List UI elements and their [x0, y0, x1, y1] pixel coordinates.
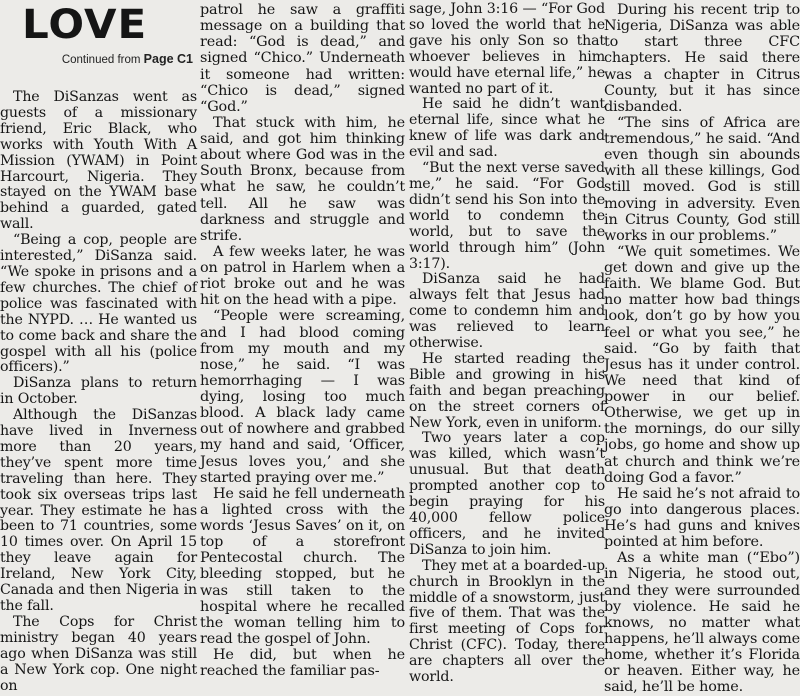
paragraph: The Cops for Christ ministry began 40 years ago when DiSanza was still a New York cop. One night on — [0, 613, 197, 694]
paragraph: A few weeks later, he was on patrol in Harlem when a riot broke out and he was hit on the head with a pipe. — [200, 243, 405, 309]
continued-prefix: Continued from — [61, 54, 141, 66]
paragraph: sage, John 3:16 — “For God so loved the world that he gave his only Son so that whoever believes in him would have eternal life,” he wanted no part of it. — [409, 1, 605, 97]
column-2 — [200, 0, 405, 696]
paragraph: The DiSanzas went as guests of a missionary friend, Eric Black, who works with Youth With A Mission (YWAM) in Point Harcourt, Nigeria. They stayed on the YWAM base behind a guarded, gated wall. — [0, 89, 197, 233]
paragraph: “The sins of Africa are tremendous,” he said. “And even though sin abounds with all these killings, God still moved. God is still moving in adversity. Even in Citrus County, God still works in our problems.” — [604, 114, 800, 244]
paragraph: DiSanza plans to return in October. — [0, 375, 197, 408]
paragraph: He started reading the Bible and growing in his faith and began preaching on the street corners of New York, even in uniform. — [409, 350, 605, 431]
headline: LOVE — [22, 2, 148, 48]
paragraph: He said he fell underneath a lighted cross with the words ‘Jesus Saves’ on it, on top of a storefront Pentecostal church. The bleeding stopped, but he was still taken to the hospital where he recalled the woman telling him to read the gospel of John. — [200, 485, 405, 647]
paragraph: DiSanza said he had always felt that Jesus had come to condemn him and was relieved to learn otherwise. — [409, 271, 605, 352]
paragraph: He said he didn’t want eternal life, since what he knew of life was dark and evil and sad. — [409, 96, 605, 161]
paragraph: Although the DiSanzas have lived in Inverness more than 20 years, they’ve spent more time traveling than here. They took six overseas trips last year. They estimate he has been to 71 countries, some 10 times over. On April 15 they leave again for Ireland, New York City, Canada and then Nigeria in the fall. — [0, 407, 197, 614]
paragraph: As a white man (“Ebo”) in Nigeria, he stood out, and they were surrounded by violence. He said he knows, no matter what happens, he’ll always come home, whether it’s Florida or heaven. Either way, he said, he’ll be home. — [604, 550, 800, 696]
column-1 — [0, 0, 197, 696]
paragraph: “But the next verse saved me,” he said. “For God didn’t send his Son into the world to condemn the world, but to save the world through him” (John 3:17). — [409, 160, 605, 272]
paragraph: patrol he saw a graffiti message on a building that read: “God is dead,” and signed “Chico.” Underneath it someone had written: “Chico is dead,” signed “God.” — [200, 2, 405, 115]
paragraph: That stuck with him, he said, and got him thinking about where God was in the South Bronx, because from what he saw, he couldn’t tell. All he saw was darkness and struggle and strife. — [200, 114, 405, 244]
paragraph: They met at a boarded-up church in Brooklyn in the middle of a snowstorm, just five of them. That was the first meeting of Cops for Christ (CFC). Today, there are chapters all over the world. — [409, 557, 605, 686]
paragraph: He said he’s not afraid to go into dangerous places. He’s had guns and knives pointed at him before. — [604, 485, 800, 551]
paragraph: “We quit sometimes. We get down and give up the faith. We blame God. But no matter how bad things look, don’t go by how you feel or what you see,” he said. “Go by faith that Jesus has it under control. We need that kind of power in our belief. Otherwise, we get up in the mornings, do our silly jobs, go home and show up at church and think we’re doing God a favor.” — [604, 243, 800, 486]
paragraph: During his recent trip to Nigeria, DiSanza was able to start three CFC chapters. He said there was a chapter in Citrus County, but it has since disbanded. — [604, 2, 800, 115]
continued-from-line — [0, 52, 193, 66]
column-3 — [409, 0, 605, 696]
continued-page-ref: Page C1 — [143, 52, 193, 66]
column-4 — [604, 0, 800, 696]
paragraph: “Being a cop, people are interested,” DiSanza said. “We spoke in prisons and a few churches. The chief of police was fascinated with the NYPD. … He wanted us to come back and share the gospel with all his (police officers).” — [0, 232, 197, 376]
paragraph: Two years later a cop was killed, which wasn’t unusual. But that death prompted another cop to begin praying for his 40,000 fellow police officers, and he invited DiSanza to join him. — [409, 430, 605, 558]
paragraph: “People were screaming, and I had blood coming from my mouth and my nose,” he said. “I was hemorrhaging — I was dying, losing too much blood. A black lady came out of nowhere and grabbed my hand and said, ‘Officer, Jesus loves you,’ and she started praying over me.” — [200, 308, 405, 486]
paragraph: He did, but when he reached the familiar pas- — [200, 647, 405, 680]
